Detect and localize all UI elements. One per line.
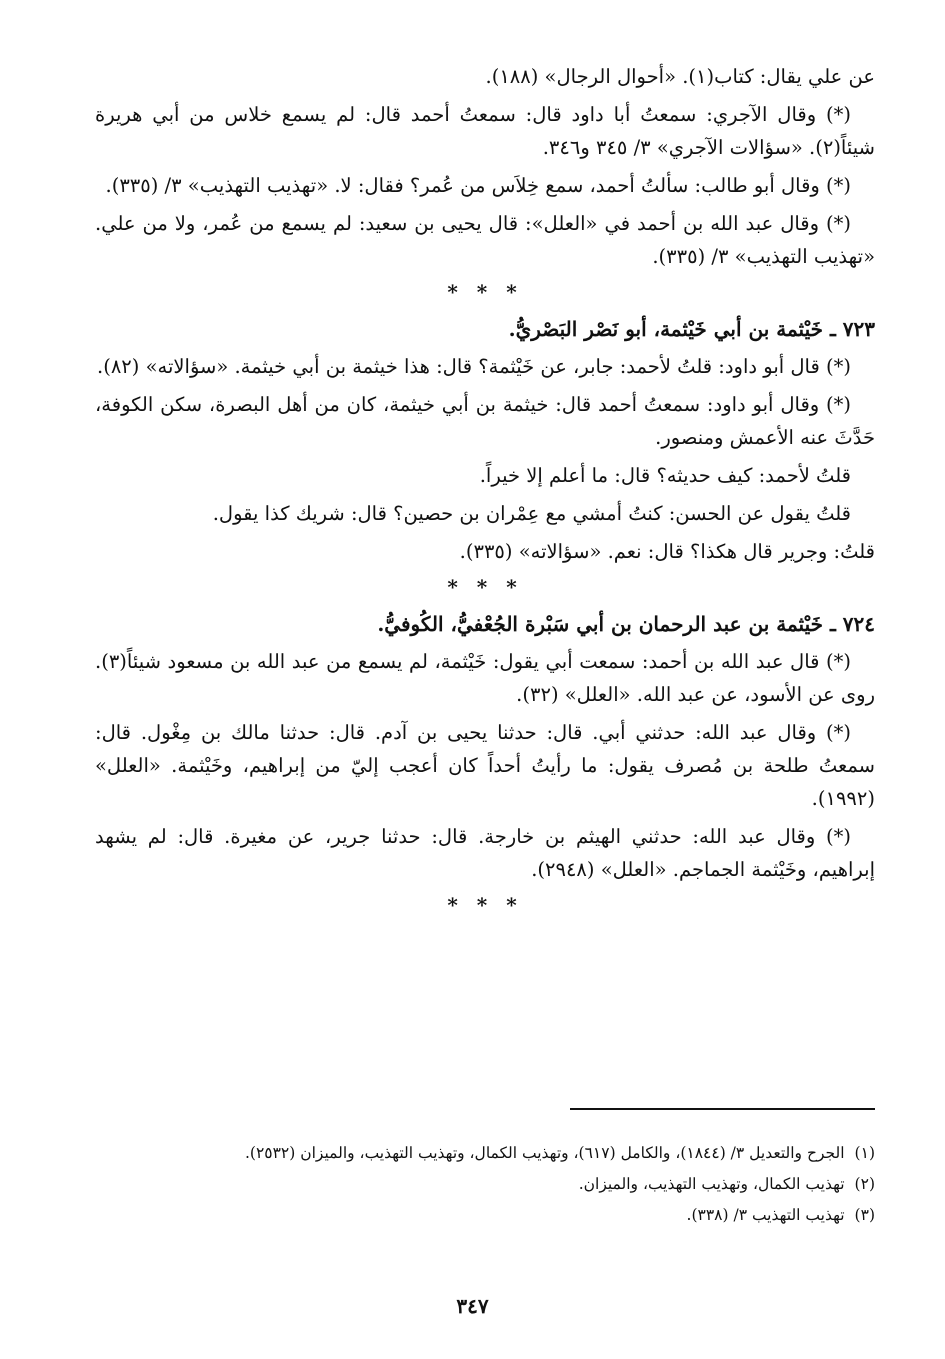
section-separator: * * *: [447, 280, 523, 304]
footnote-2: [95, 1171, 875, 1198]
paragraph-abdullah-ilal: (*) وقال عبد الله بن أحمد في «العلل»: قال يحيى بن سعيد: لم يسمع من عُمر، ولا من علي. «تهذيب التهذيب» ٣/ (٣٣٥).: [95, 212, 875, 268]
entry-723-title: ٧٢٣ ـ خَيْثمة بن أبي خَيْثمة، أبو نَصْر البَصْريُّ.: [508, 317, 875, 341]
footnote-number: (٣): [854, 1206, 875, 1224]
entry-723-paragraph: (*) وقال أبو داود: سمعتُ أحمد قال: خيثمة بن أبي خيثمة، كان من أهل البصرة، سكن الكوفة، حَدَّثَ عنه الأعمش ومنصور.: [95, 393, 875, 449]
entry-723-paragraph: قلتُ يقول عن الحسن: كنتُ أمشي مع عِمْران بن حصين؟ قال: شريك كذا يقول.: [212, 502, 851, 525]
page-number: ٣٤٧: [456, 1294, 489, 1318]
paragraph-ajurri: (*) وقال الآجري: سمعتُ أبا داود قال: سمعتُ أحمد قال: لم يسمع خلاس من أبي هريرة شيئاً(٢). «سؤالات الآجري» ٣/ ٣٤٥ و٣٤٦.: [95, 103, 875, 159]
paragraph-abu-talib: (*) وقال أبو طالب: سألتُ أحمد، سمع خِلاَس من عُمر؟ فقال: لا. «تهذيب التهذيب» ٣/ (٣٣٥).: [105, 174, 851, 197]
footnote-text: تهذيب التهذيب ٣/ (٣٣٨).: [686, 1206, 845, 1224]
entry-724-title: ٧٢٤ ـ خَيْثمة بن عبد الرحمان بن أبي سَبْرة الجُعْفيُّ، الكُوفيُّ.: [377, 612, 875, 636]
footnote-number: (١): [854, 1144, 875, 1162]
footnote-3: [95, 1202, 875, 1229]
footnotes: [95, 1140, 875, 1233]
entry-724-paragraph: (*) وقال عبد الله: حدثني أبي. قال: حدثنا يحيى بن آدم. قال: حدثنا مالك بن مِغْول. قال: سمعتُ طلحة بن مُصرف يقول: ما رأيتُ أحداً كان أعجب إليّ من إبراهيم، وخَيْثمة. «العلل» (١٩٩٢).: [95, 721, 875, 810]
footnote-text: الجرح والتعديل ٣/ (١٨٤٤)، والكامل (٦١٧)، وتهذيب الكمال، وتهذيب التهذيب، والميزان (٢٥٣٢).: [244, 1144, 845, 1162]
page-body: [95, 60, 875, 925]
footnote-number: (٢): [854, 1175, 875, 1193]
section-separator: * * *: [447, 893, 523, 917]
entry-723-paragraph: قلتُ لأحمد: كيف حديثه؟ قال: ما أعلم إلا خيراً.: [479, 464, 851, 487]
entry-723-paragraph: قلتُ: وجرير قال هكذا؟ قال: نعم. «سؤالاته» (٣٣٥).: [459, 540, 875, 563]
paragraph-continuation: عن علي يقال: كتاب(١). «أحوال الرجال» (١٨٨).: [485, 65, 875, 88]
entry-724-paragraph: (*) وقال عبد الله: حدثني الهيثم بن خارجة. قال: حدثنا جرير، عن مغيرة. قال: لم يشهد إبراهيم، وخَيْثمة الجماجم. «العلل» (٢٩٤٨).: [95, 825, 875, 881]
entry-724-paragraph: (*) قال عبد الله بن أحمد: سمعت أبي يقول: خَيْثمة، لم يسمع من عبد الله بن مسعود شيئاً(٣). روى عن الأسود، عن عبد الله. «العلل» (٣٢).: [95, 650, 875, 706]
entry-723-paragraph: (*) قال أبو داود: قلتُ لأحمد: جابر، عن خَيْثمة؟ قال: هذا خيثمة بن أبي خيثمة. «سؤالاته» (٨٢).: [97, 355, 851, 378]
footnote-1: [95, 1140, 875, 1167]
section-separator: * * *: [447, 575, 523, 599]
footnote-rule: [570, 1108, 875, 1110]
footnote-text: تهذيب الكمال، وتهذيب التهذيب، والميزان.: [578, 1175, 845, 1193]
